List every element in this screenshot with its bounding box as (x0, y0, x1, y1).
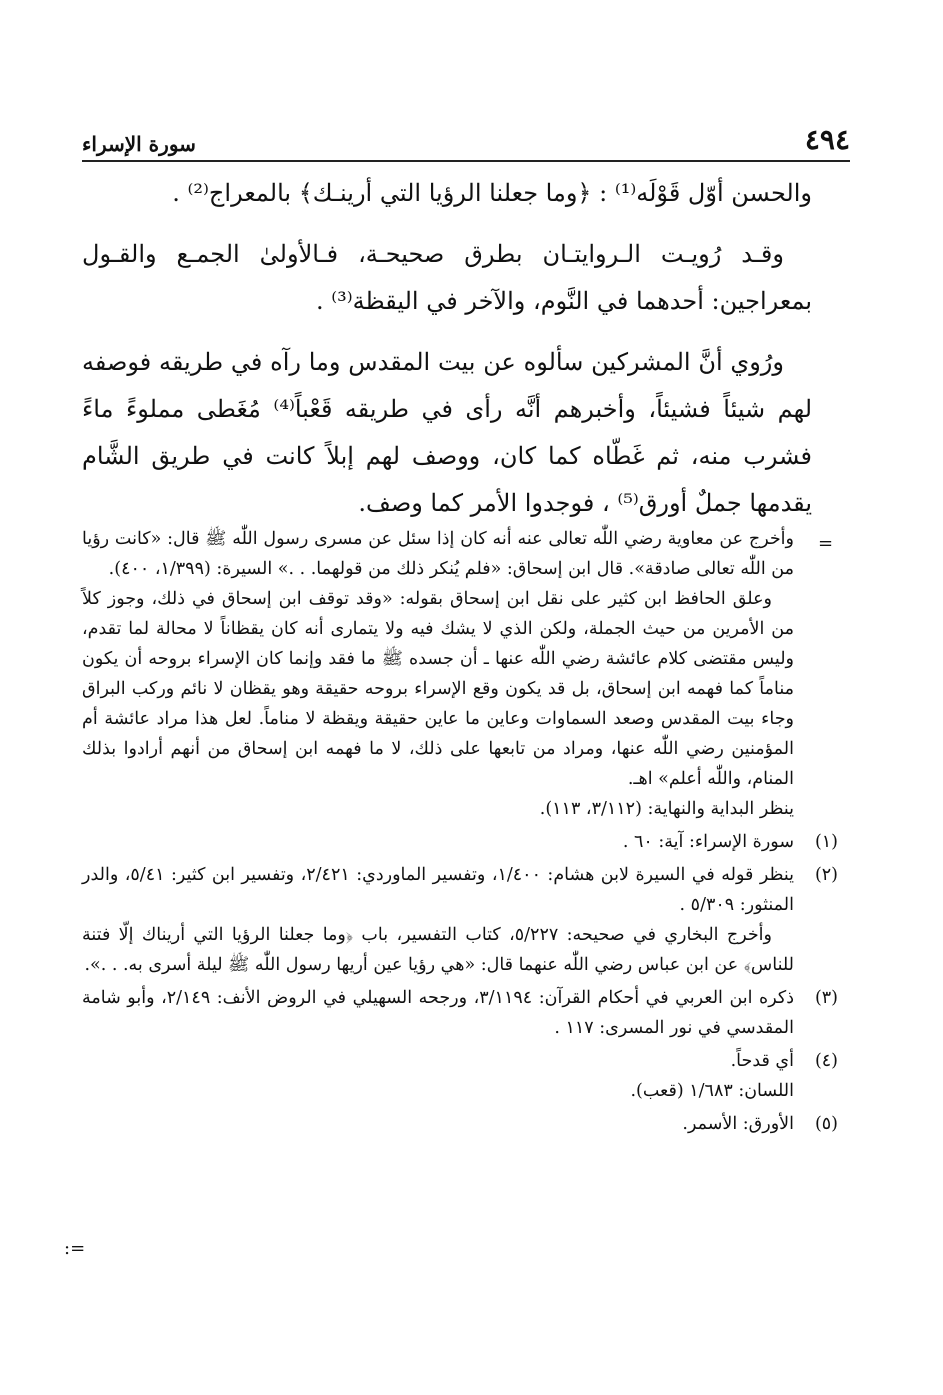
continuation-mark: = (818, 533, 834, 554)
footnote-number: (١) (814, 832, 838, 852)
footnote-number: (٢) (814, 865, 838, 885)
page-number: ٤٩٤ (804, 123, 850, 156)
note-paragraph: ينظر البداية والنهاية: (٣/١١٢، ١١٣). (539, 799, 794, 819)
footnote-item (82, 1109, 838, 1139)
footnote-item (82, 827, 838, 857)
footnote-number: (٤) (814, 1051, 838, 1071)
main-paragraph: والحسن أوّل قَوْلَه⁽¹⁾ : ﴿وما جعلنا الرؤيا التي أرينـك﴾ بالمعراج⁽²⁾ . (172, 179, 812, 207)
note-paragraph: وأخرج عن معاوية رضي اللّٰه تعالى عنه أنه كان إذا سئل عن مسرى رسول اللّٰه ﷺ قال: «كانت رؤيا من اللّٰه تعالى صادقة». قال ابن إسحاق: «فلم يُنكر ذلك من قولهما. . .» السيرة: (١/٣٩٩، ٤٠٠). (82, 529, 794, 579)
footnote-text: الأورق: الأسمر. (682, 1114, 794, 1134)
main-paragraph: وقـد رُويـت الـروايتـان بطرق صحيحـة، فـالأولىٰ الجمـع والقـول بمعراجين: أحدهما في النَّوم، والآخر في اليقظة⁽³⁾ . (82, 240, 812, 315)
footnote-body (82, 860, 794, 980)
footnote-body (82, 983, 794, 1043)
footnote-text: ينظر قوله في السيرة لابن هشام: ١/٤٠٠، وتفسير الماوردي: ٢/٤٢١، وتفسير ابن كثير: ٥/٤١، والدر المنثور: ٥/٣٠٩ . (82, 865, 794, 915)
footnote-text: اللسان: ١/٦٨٣ (قعب). (630, 1081, 794, 1101)
footnote-text: أي قدحاً. (730, 1051, 794, 1071)
main-paragraph: ورُوي أنَّ المشركين سألوه عن بيت المقدس وما رآه في طريقه فوصفه لهم شيئاً فشيئاً، وأخبرهم أنَّه رأى في طريقه قَعْباً⁽⁴⁾ مُغَطى مملوءً ماءً فشرب منه، ثم غَطّاه كما كان، ووصف لهم إبلاً كانت في طريق الشَّام يقدمها جملٌ أورق⁽⁵⁾ ، فوجدوا الأمر كما وصف. (82, 348, 813, 517)
footnote-text: سورة الإسراء: آية: ٦٠ . (622, 832, 794, 852)
footnote-number: (٣) (814, 988, 838, 1008)
running-header (82, 120, 850, 162)
footnote-continuation (82, 524, 838, 824)
footnote-item (82, 983, 838, 1043)
running-title: سورة الإسراء (82, 132, 196, 156)
note-paragraph: وعلق الحافظ ابن كثير على نقل ابن إسحاق بقوله: «وقد توقف ابن إسحاق في ذلك، وجوز كلاً من الأمرين من حيث الجملة، ولكن الذي لا يشك فيه ولا يتمارى أنه كان يقظاناً لا محالة لما تقدم، وليس مقتضى كلام عائشة رضي اللّٰه عنها ـ أن جسده ﷺ ما فقد وإنما كان الإسراء بروحه أن يكون مناماً كما فهمه ابن إسحاق، بل قد يكون وقع الإسراء بروحه حقيقة وهو يقظان لا نائم وركب البراق وجاء بيت المقدس وصعد السماوات وعاين ما عاين حقيقة ويقظة لا مناماً. لعل هذا مراد عائشة أم المؤمنين رضي اللّٰه عنها، ومراد من تابعها على ذلك، لا ما فهمه ابن إسحاق من أنهم أرادوا بذلك المنام، واللّٰه أعلم» اهـ. (82, 589, 794, 789)
footnote-text: ذكره ابن العربي في أحكام القرآن: ٣/١١٩٤، ورجحه السهيلي في الروض الأنف: ٢/١٤٩، وأبو شامة المقدسي في نور المسرى: ١١٧ . (82, 988, 795, 1038)
footnote-body (82, 1109, 794, 1139)
footnote-text: وأخرج البخاري في صحيحه: ٥/٢٢٧، كتاب التفسير، باب ﴿وما جعلنا الرؤيا التي أريناك إلّا فتنة للناس﴾ عن ابن عباس رضي اللّٰه عنهما قال: «هي رؤيا عين أريها رسول اللّٰه ﷺ ليلة أسرى به. . .». (82, 925, 794, 975)
footnote-item (82, 860, 838, 980)
footnote-body (82, 827, 794, 857)
footnotes-section (82, 524, 838, 1139)
continuation-mark: =: (64, 1238, 86, 1259)
footnote-item (82, 1046, 838, 1106)
footnote-number: (٥) (814, 1114, 838, 1134)
main-text (82, 170, 812, 541)
footnote-body (82, 1046, 794, 1106)
